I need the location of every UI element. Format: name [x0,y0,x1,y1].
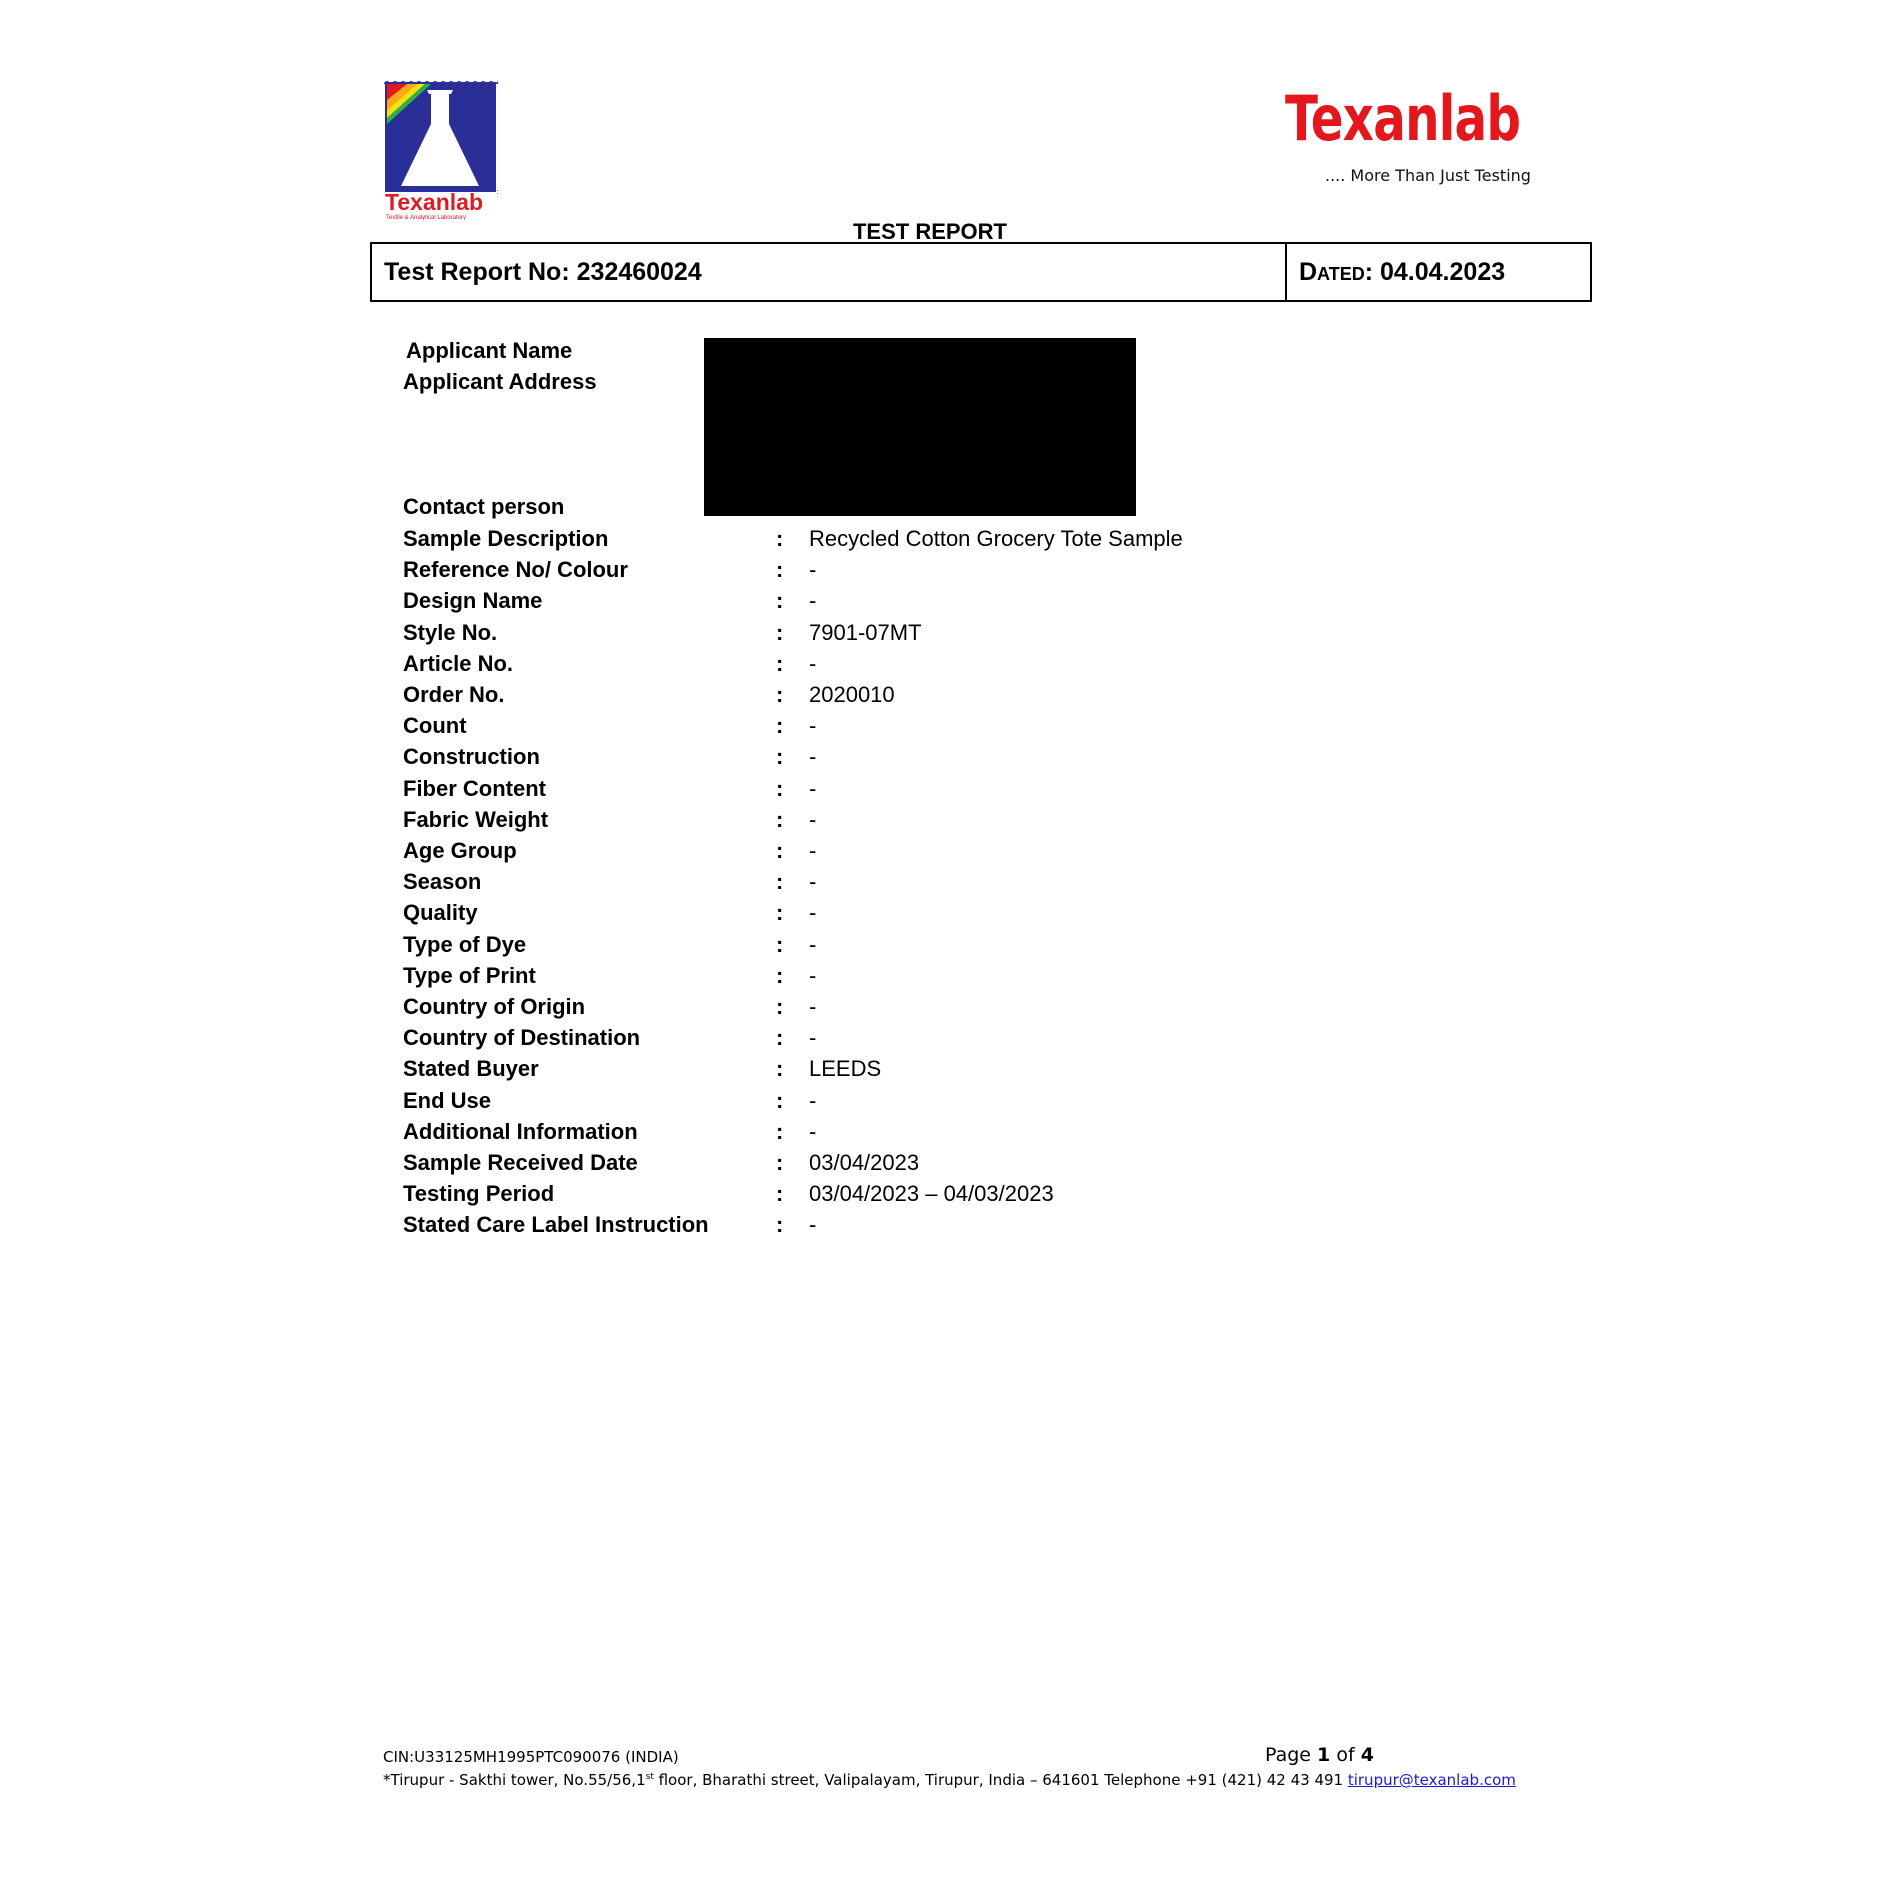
email-link[interactable]: tirupur@texanlab.com [1347,1771,1516,1789]
field-row [403,620,1403,651]
field-row [403,1150,1403,1181]
field-colon: : [776,526,784,551]
field-label: Stated Care Label Instruction [403,1212,709,1238]
field-label: Type of Dye [403,931,527,957]
field-value: - [809,744,817,770]
field-colon: : [776,1181,784,1207]
field-value: 03/04/2023 [809,1150,920,1175]
field-value: - [809,650,817,676]
field-row [403,900,1403,931]
field-row [403,932,1403,963]
field-value: - [809,775,817,801]
field-colon: : [776,1056,784,1082]
field-colon: : [776,838,784,863]
field-row [403,682,1403,713]
page-total: 4 [1360,1744,1374,1766]
report-date-label: Dated: [1299,257,1374,286]
field-label: Fabric Weight [403,806,549,832]
field-label: Stated Buyer [403,1056,539,1082]
field-colon: : [776,682,784,707]
field-row [403,1056,1403,1087]
field-label: Order No. [403,682,505,707]
field-label: Type of Print [403,962,536,988]
report-number-box [370,242,1592,302]
field-row [403,1025,1403,1056]
logo-left-subtext: Textile & Analytical Laboratory [386,215,467,220]
field-label: Article No. [403,650,514,676]
field-label: Sample Received Date [403,1150,638,1175]
field-value: - [809,900,817,926]
page-of: of [1336,1744,1355,1766]
field-label: Sample Description [403,526,609,551]
redaction-block [704,338,1136,516]
field-value: - [809,962,817,988]
field-label: Fiber Content [403,775,546,801]
address-part-2: floor, Bharathi street, Valipalayam, Tirupur, India – 641601 Telephone +91 (421) 42 43 491 [653,1771,1348,1789]
field-row [403,713,1403,744]
field-row [403,1212,1403,1243]
field-label: Additional Information [403,1118,638,1144]
field-colon: : [776,650,784,676]
report-number: 232460024 [576,257,702,286]
report-date-cell [1287,244,1590,300]
field-colon: : [776,588,784,614]
field-colon: : [776,713,784,739]
report-number-label: Test Report No: [384,257,570,286]
field-label: Count [403,713,467,739]
texanlab-wordmark: Texanlab [1285,82,1521,155]
field-row [403,1088,1403,1119]
field-colon: : [776,806,784,832]
field-colon: : [776,900,784,926]
field-label: Construction [403,744,540,770]
field-row [403,994,1403,1025]
field-colon: : [776,1087,784,1113]
field-value: - [809,931,817,957]
contact-person-label: Contact person [403,494,565,519]
field-value: - [809,1118,817,1144]
field-colon: : [776,1212,784,1238]
field-value: - [809,588,817,614]
field-colon: : [776,557,784,583]
field-row [403,807,1403,838]
field-value: Recycled Cotton Grocery Tote Sample [809,526,1183,551]
field-label: Season [403,869,482,895]
page-word: Page [1265,1744,1311,1766]
logo-left-text: Texanlab [385,189,483,215]
field-label: Style No. [403,619,498,645]
field-value: LEEDS [809,1056,882,1082]
address-sup: st [645,1772,654,1782]
field-row [403,651,1403,682]
field-colon: : [776,619,784,645]
field-label: Age Group [403,838,517,863]
field-row [403,557,1403,588]
field-label: Reference No/ Colour [403,557,628,583]
field-label: Country of Destination [403,1025,641,1051]
field-colon: : [776,1150,784,1175]
field-value: - [809,869,817,895]
footer-address [383,1771,1516,1789]
field-colon: : [776,775,784,801]
report-number-cell [372,244,1287,300]
applicant-address-label: Applicant Address [403,369,597,394]
page-indicator [1265,1744,1374,1766]
applicant-name-label: Applicant Name [406,338,573,363]
field-row [403,588,1403,619]
report-title: TEST REPORT [852,219,1007,244]
field-colon: : [776,1118,784,1144]
field-row [403,744,1403,775]
field-value: - [809,1087,817,1113]
field-label: Testing Period [403,1181,555,1207]
field-colon: : [776,1025,784,1051]
field-colon: : [776,931,784,957]
field-value: 03/04/2023 – 04/03/2023 [809,1181,1054,1207]
field-value: - [809,557,817,583]
field-label: Country of Origin [403,994,586,1019]
address-part: *Tirupur - Sakthi tower, No.55/56,1 [383,1771,646,1789]
field-colon: : [776,869,784,895]
field-value: - [809,838,817,863]
field-row [403,526,1403,557]
field-value: - [809,1025,817,1051]
field-value: 2020010 [809,682,895,707]
field-row [403,1119,1403,1150]
field-row [403,869,1403,900]
report-date: 04.04.2023 [1380,257,1506,286]
texanlab-tagline: .... More Than Just Testing [1325,166,1531,185]
field-colon: : [776,744,784,770]
field-value: - [809,994,817,1019]
field-value: 7901-07MT [809,619,922,645]
field-value: - [809,1212,817,1238]
field-label: Design Name [403,588,543,614]
field-colon: : [776,994,784,1019]
field-label: End Use [403,1087,492,1113]
texanlab-logo [383,80,498,220]
field-row [403,963,1403,994]
field-value: - [809,806,817,832]
field-value: - [809,713,817,739]
page-current: 1 [1317,1744,1331,1766]
field-row [403,776,1403,807]
field-colon: : [776,962,784,988]
field-row [403,838,1403,869]
footer-cin: CIN:U33125MH1995PTC090076 (INDIA) [383,1748,679,1766]
field-label: Quality [403,900,478,926]
field-row [403,1181,1403,1212]
